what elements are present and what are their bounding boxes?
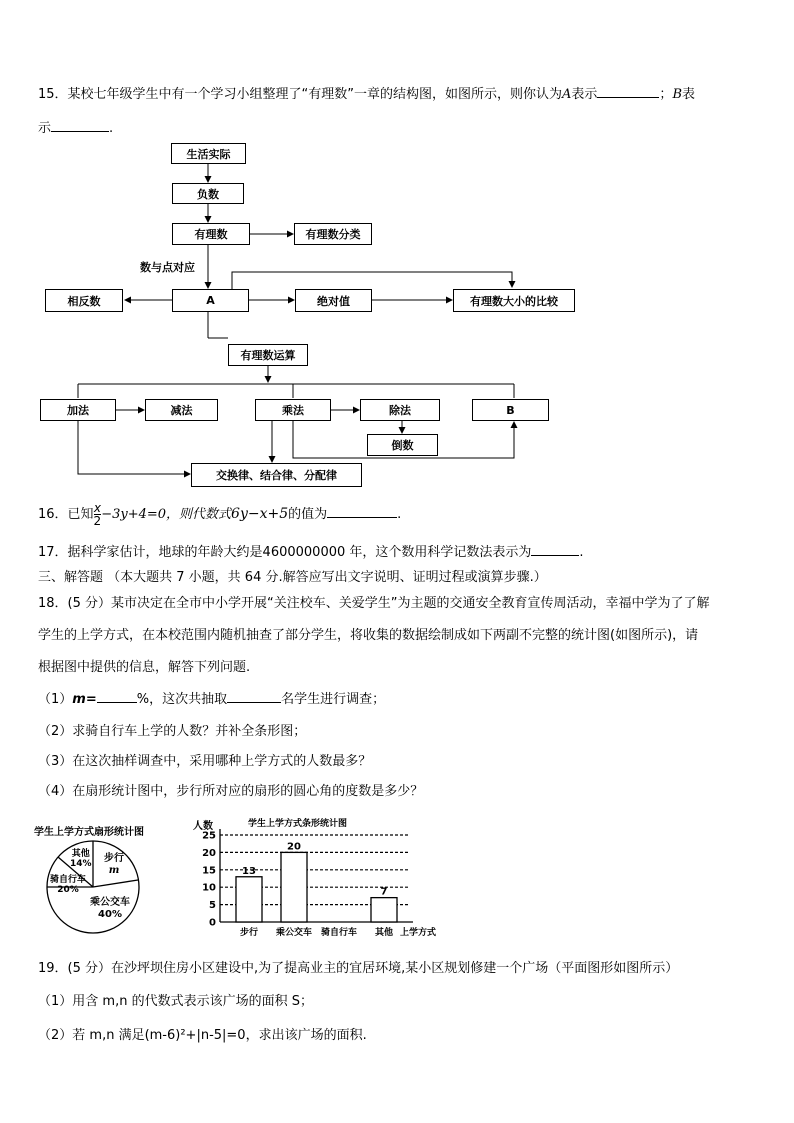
q19-sub2: （2）若 m,n 满足(m-6)²+|n-5|=0，求出该广场的面积.: [38, 1028, 367, 1043]
pie-chart: [30, 815, 180, 940]
q18-sub1-m: m=: [72, 692, 97, 707]
bar-chart-xlabel: 上学方式: [399, 928, 437, 938]
fc-node-opposite: 相反数: [45, 289, 123, 312]
pie-walk-label: 步行: [104, 853, 124, 864]
fc-node-addition: 加法: [40, 399, 116, 421]
fc-label-number-point: 数与点对应: [140, 261, 195, 274]
flowchart-connectors: [0, 0, 794, 500]
q16-period: .: [397, 507, 402, 522]
q18-sub3: （3）在这次抽样调查中，采用哪种上学方式的人数最多？: [38, 754, 372, 769]
pie-label-bike: [50, 875, 86, 895]
q15-text: 15．某校七年级学生中有一个学习小组整理了“有理数”一章的结构图，如图所示，则你认为: [38, 87, 563, 102]
fc-node-life: 生活实际: [171, 143, 246, 164]
q18-line1: 18．(5 分）某市决定在全市中小学开展“关注校车、关爱学生”为主题的交通安全教育宣传周活动，幸福中学为了了解: [38, 596, 710, 611]
fc-node-reciprocal: 倒数: [367, 434, 438, 456]
bar-chart: [190, 815, 450, 945]
bar-category-label: 乘公交车: [275, 928, 313, 938]
fc-node-rational: 有理数: [172, 223, 250, 245]
bar-chart-ylabel: 人数: [193, 821, 213, 832]
q18-sub1-end: 名学生进行调查；: [281, 692, 386, 707]
fc-node-classification: 有理数分类: [294, 223, 372, 245]
fc-node-subtraction: 减法: [145, 399, 218, 421]
q15-sep: ；: [659, 87, 673, 102]
fc-node-a: A: [172, 289, 249, 312]
q19-line1: 19．(5 分）在沙坪坝住房小区建设中,为了提高业主的宜居环境,某小区规划修建一个广场（平面图形如图所示）: [38, 961, 679, 976]
q19-sub1: （1）用含 m,n 的代数式表示该广场的面积 S；: [38, 994, 313, 1009]
pie-bike-pct: 20%: [57, 885, 79, 895]
pie-bike-label: 骑自行车: [50, 875, 87, 885]
q16-frac-den: 2: [93, 514, 102, 528]
q18-blank-count[interactable]: [227, 691, 281, 703]
bar-ytick-label: 5: [209, 900, 216, 912]
q16-expression: 6y−x+5: [231, 506, 289, 522]
fc-node-compare: 有理数大小的比较: [453, 289, 575, 312]
q16-equation: −3y+4=0，则代数式: [101, 507, 232, 522]
q15-line2-end: .: [109, 121, 114, 136]
fc-node-absolute: 绝对值: [295, 289, 372, 312]
section-3-heading: 三、解答题 （本大题共 7 小题，共 64 分.解答应写出文字说明、证明过程或演算步骤.）: [38, 570, 547, 585]
q18-sub1: [38, 688, 385, 707]
pie-bus-label: 乘公交车: [90, 897, 130, 908]
q18-sub4: （4）在扇形统计图中，步行所对应的扇形的圆心角的度数是多少？: [38, 784, 424, 799]
q16-line: [38, 502, 401, 527]
q17-line: [38, 541, 584, 560]
bar-1: [281, 852, 307, 922]
q15-var-b: B: [672, 87, 682, 102]
q15-mid: 表示: [571, 87, 598, 102]
pie-other-label: 其他: [71, 849, 90, 859]
bar-value-label: 13: [242, 865, 256, 877]
pie-label-walk: [104, 853, 124, 877]
bar-0: [236, 877, 262, 922]
pie-chart-title: 学生上学方式扇形统计图: [34, 827, 144, 838]
bar-chart-title: 学生上学方式条形统计图: [248, 819, 348, 829]
bar-ytick-label: 25: [202, 830, 216, 842]
bar-category-label: 其他: [374, 928, 394, 938]
q16-end: 的值为: [288, 507, 328, 522]
bar-category-label: 步行: [239, 928, 259, 938]
bar-ytick-label: 10: [202, 882, 216, 894]
q17-period: .: [579, 545, 584, 560]
fc-node-b: B: [472, 399, 549, 421]
bar-3: [371, 898, 397, 922]
q16-frac-num: x: [93, 501, 101, 515]
bar-ytick-label: 15: [202, 865, 216, 877]
bar-value-label: 7: [380, 886, 388, 898]
q17-blank[interactable]: [531, 544, 579, 556]
pie-label-other: [70, 849, 92, 869]
bar-category-label: 骑自行车: [320, 928, 358, 938]
q16-blank[interactable]: [327, 506, 397, 518]
q15-end1: 表: [682, 87, 696, 102]
q18-sub1-num: （1）: [38, 692, 73, 707]
fc-node-negative: 负数: [172, 183, 244, 204]
fc-node-division: 除法: [360, 399, 440, 421]
q18-blank-m[interactable]: [97, 691, 137, 703]
q17-text: 17．据科学家估计，地球的年龄大约是4600000000 年，这个数用科学记数法表示为: [38, 545, 532, 560]
q16-start: 16．已知: [38, 507, 94, 522]
fc-node-multiplication: 乘法: [255, 399, 331, 421]
q18-sub2: （2）求骑自行车上学的人数？并补全条形图；: [38, 724, 307, 739]
q15-line2-start: 示: [38, 121, 52, 136]
bar-value-label: 20: [287, 841, 301, 853]
bar-chart-svg: [190, 815, 450, 945]
q18-line3: 根据图中提供的信息，解答下列问题.: [38, 660, 251, 675]
pie-walk-pct: m: [108, 865, 120, 876]
structure-flowchart: [0, 0, 794, 500]
pie-bus-pct: 40%: [98, 909, 122, 920]
fc-node-laws: 交换律、结合律、分配律: [191, 463, 362, 487]
q18-sub1-mid: %，这次共抽取: [136, 692, 228, 707]
bar-ytick-label: 0: [209, 917, 216, 929]
q18-line2: 学生的上学方式，在本校范围内随机抽查了部分学生，将收集的数据绘制成如下两副不完整的统计图(如图所示)，请: [38, 628, 699, 643]
fc-node-operations: 有理数运算: [228, 344, 308, 366]
bar-ytick-label: 20: [202, 847, 216, 859]
pie-other-pct: 14%: [70, 859, 92, 869]
pie-label-bus: [90, 897, 130, 921]
q15-var-a: A: [562, 87, 572, 102]
